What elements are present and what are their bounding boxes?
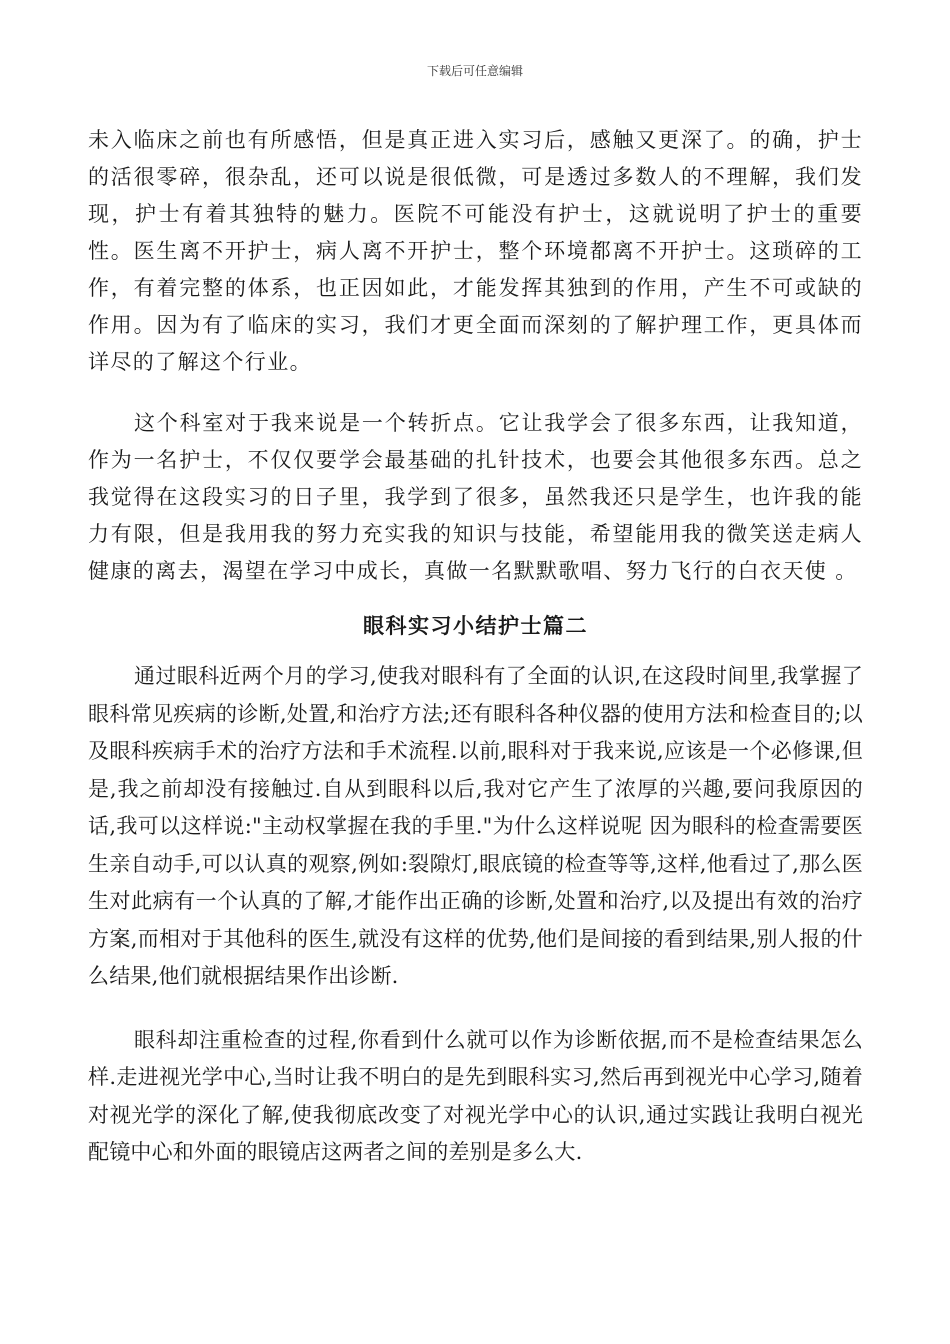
paragraph-4: 眼科却注重检查的过程,你看到什么就可以作为诊断依据,而不是检查结果怎么样.走进视光学中心,当时让我不明白的是先到眼科实习,然后再到视光中心学习,随着对视光学的深化了解,使我彻底改变了对视光学中心的认识,通过实践让我明白视光配镜中心和外面的眼镜店这两者之间的差别是多么大. [88, 1027, 863, 1164]
paragraph-2: 这个科室对于我来说是一个转折点。它让我学会了很多东西，让我知道，作为一名护士，不仅仅要学会最基础的扎针技术，也要会其他很多东西。总之我觉得在这段实习的日子里，我学到了很多，虽然我还只是学生，也许我的能力有限，但是我用我的努力充实我的知识与技能，希望能用我的微笑送走病人健康的离去，渴望在学习中成长，真做一名默默歌唱、努力飞行的白衣天使 。 [88, 411, 863, 583]
paragraph-3: 通过眼科近两个月的学习,使我对眼科有了全面的认识,在这段时间里,我掌握了眼科常见疾病的诊断,处置,和治疗方法;还有眼科各种仪器的使用方法和检查目的;以及眼科疾病手术的治疗方法和手术流程.以前,眼科对于我来说,应该是一个必修课,但是,我之前却没有接触过.自从到眼科以后,我对它产生了浓厚的兴趣,要问我原因的话,我可以这样说:"主动权掌握在我的手里."为什么这样说呢 因为眼科的检查需要医生亲自动手,可以认真的观察,例如:裂隙灯,眼底镜的检查等等,这样,他看过了,那么医生对此病有一个认真的了解,才能作出正确的诊断,处置和治疗,以及提出有效的治疗方案,而相对于其他科的医生,就没有这样的优势,他们是间接的看到结果,别人报的什么结果,他们就根据结果作出诊断. [88, 664, 863, 988]
section-title: 眼科实习小结护士篇二 [363, 613, 588, 638]
document-body [88, 122, 863, 1172]
paragraph-1: 未入临床之前也有所感悟，但是真正进入实习后，感触又更深了。的确，护士的活很零碎，很杂乱，还可以说是很低微，可是透过多数人的不理解，我们发现，护士有着其独特的魅力。医院不可能没有护士，这就说明了护士的重要性。医生离不开护士，病人离不开护士，整个环境都离不开护士。这琐碎的工作，有着完整的体系，也正因如此，才能发挥其独到的作用，产生不可或缺的作用。因为有了临床的实习，我们才更全面而深刻的了解护理工作，更具体而详尽的了解这个行业。 [88, 128, 863, 374]
page-header-note: 下载后可任意编辑 [426, 64, 523, 78]
